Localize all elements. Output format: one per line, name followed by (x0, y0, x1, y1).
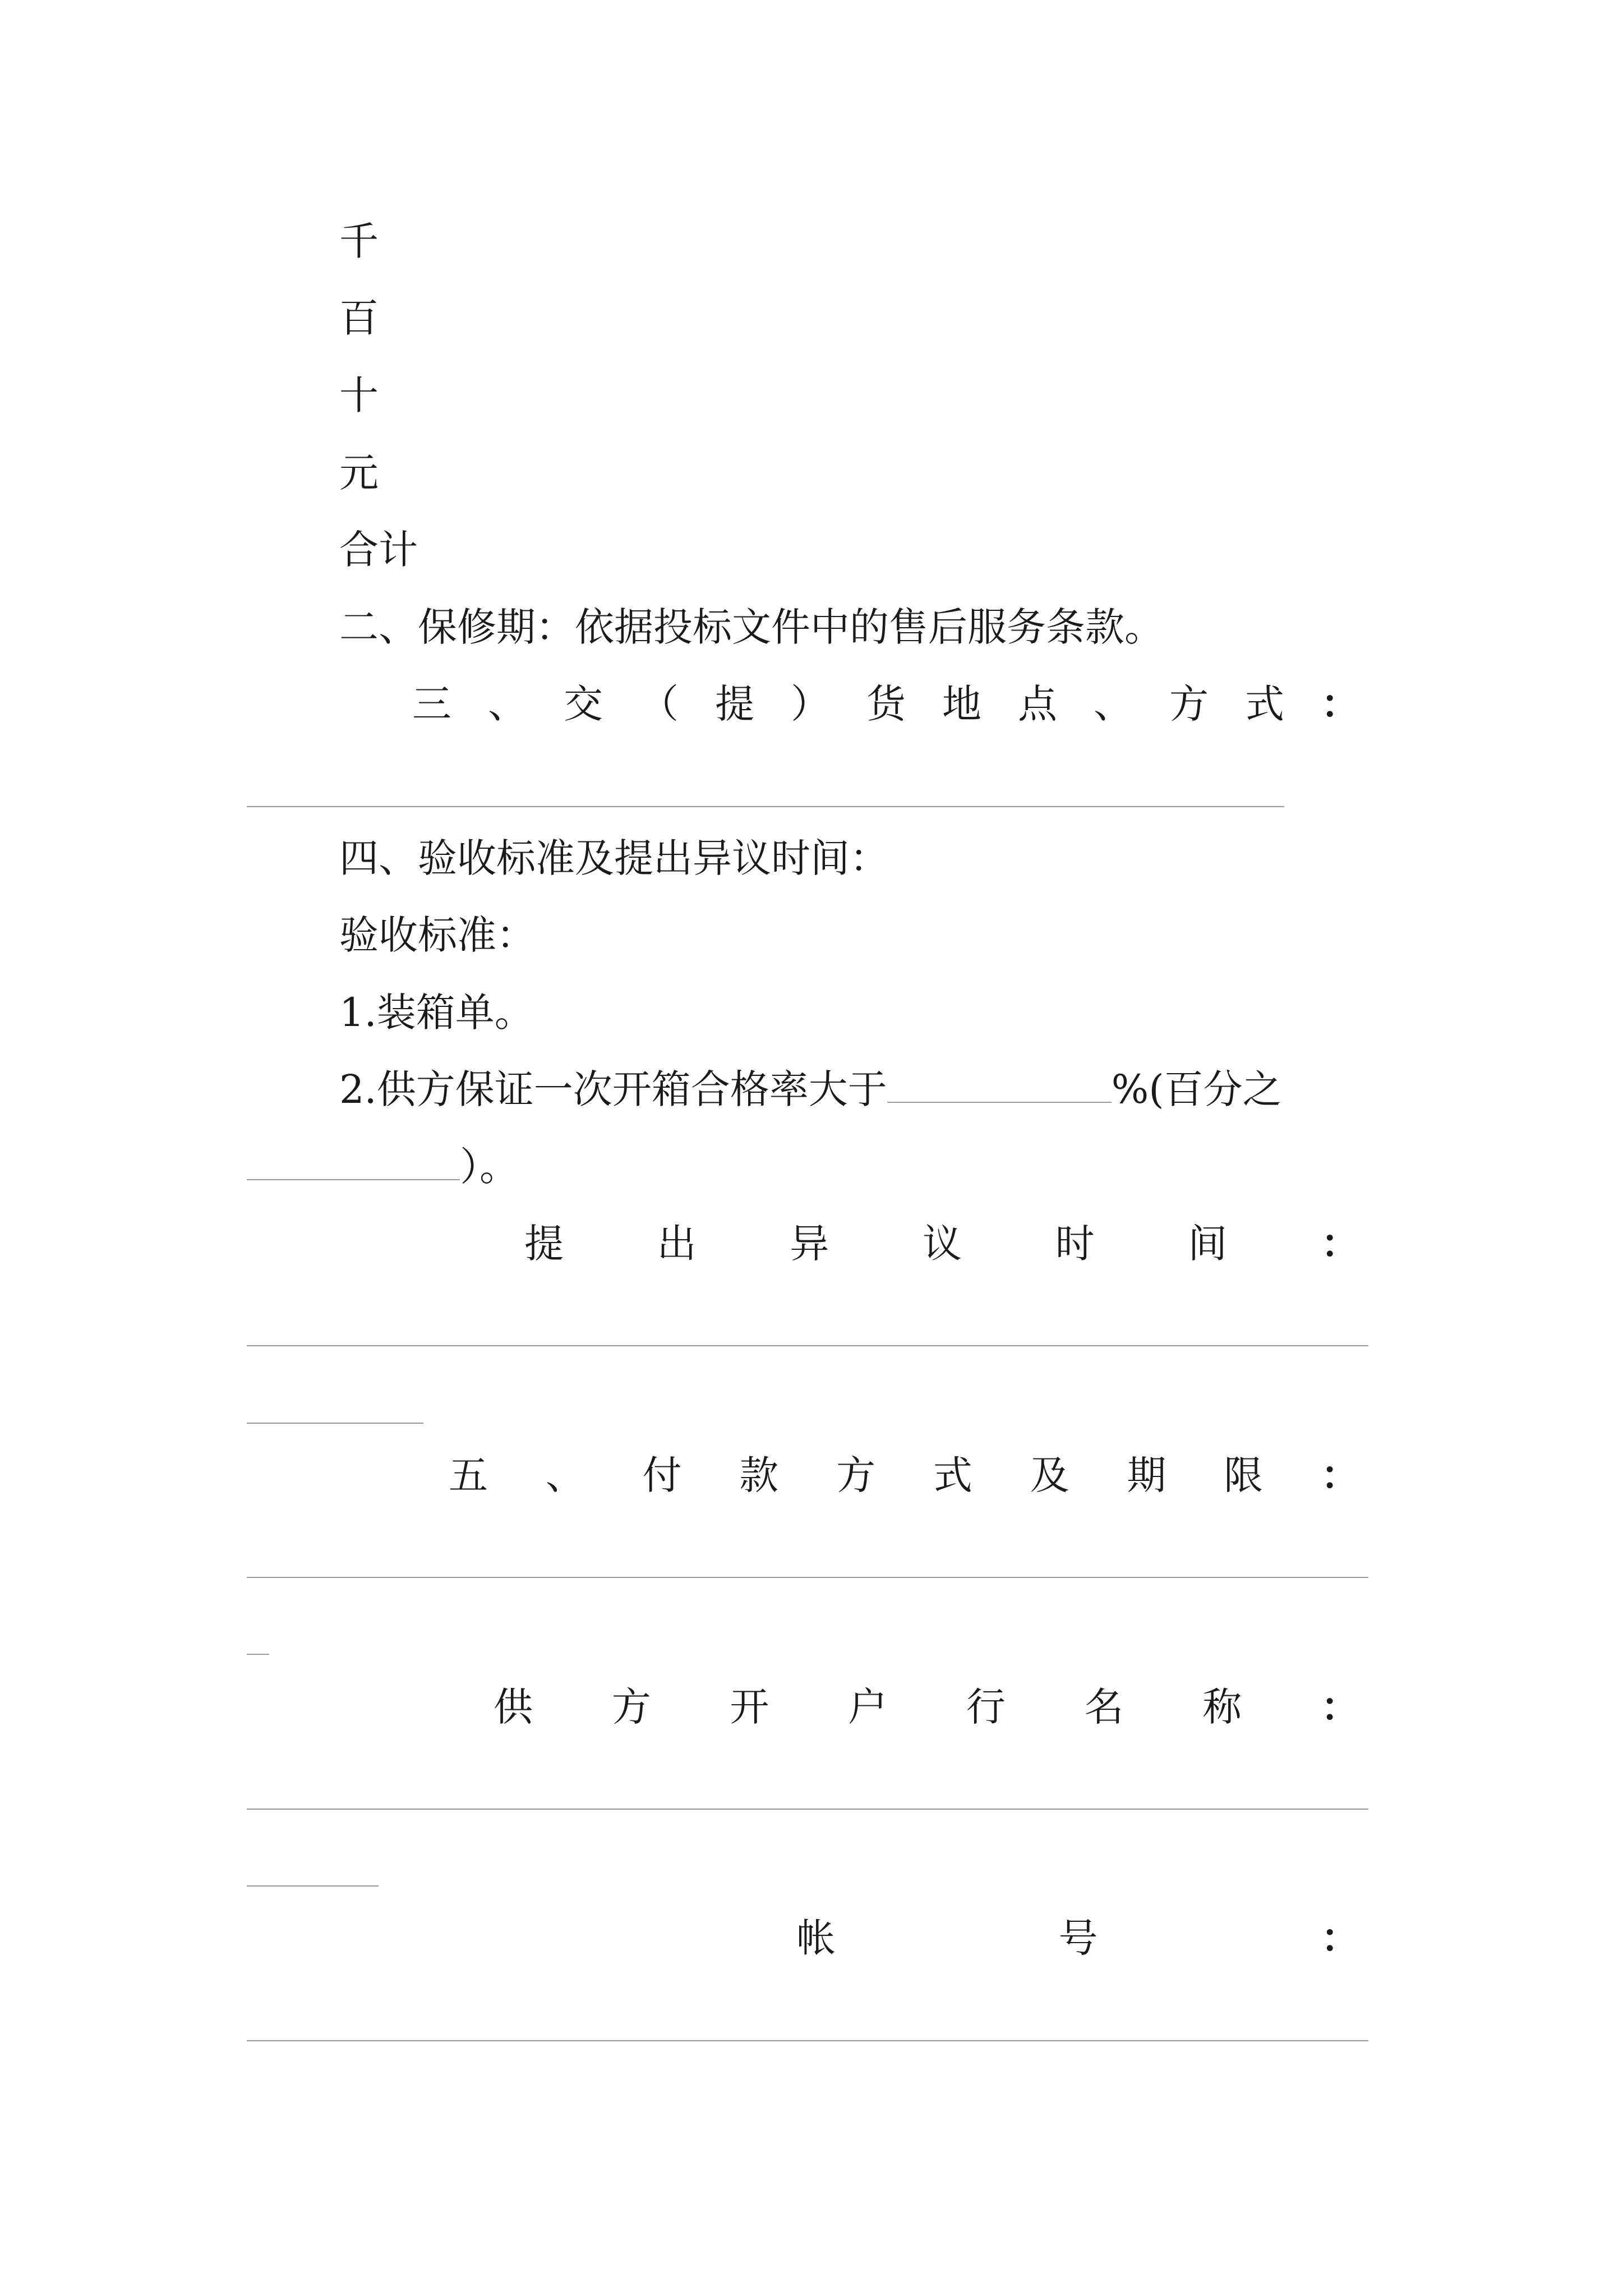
payment-heading: 五 、 付 款 方 式 及 期 限 ： (449, 1452, 1360, 1498)
section-delivery-heading: 三 、 交 （ 提 ） 货 地 点 、 方 式 ： (412, 680, 1360, 727)
section-acceptance: 四、验收标准及提出异议时间： (339, 835, 889, 881)
total-label: 合计 (339, 527, 418, 573)
account-number-heading: 帐 号 ： (796, 1915, 1360, 1961)
section-warranty: 二、保修期：依据投标文件中的售后服务条款。 (339, 604, 1164, 650)
rate-blank[interactable] (887, 1067, 1112, 1103)
bank-fill-line-2 (247, 1885, 379, 1887)
objection-time-heading: 提 出 异 议 时 间 ： (524, 1220, 1360, 1267)
delivery-fill-line (247, 806, 1284, 807)
bank-fill-line-1 (247, 1809, 1368, 1810)
objection-fill-line-2 (247, 1423, 423, 1424)
payment-fill-line-2 (247, 1654, 269, 1655)
bank-name-heading: 供 方 开 户 行 名 称 ： (494, 1683, 1360, 1730)
acceptance-item-2: 2.供方保证一次开箱合格率大于 %(百分之 (339, 1066, 1282, 1112)
objection-fill-line-1 (247, 1345, 1368, 1346)
unit-ten: 十 (339, 372, 379, 418)
rate-words-blank[interactable] (247, 1144, 460, 1180)
account-fill-line (247, 2040, 1368, 2041)
acceptance-standard-label: 验收标准： (339, 912, 536, 958)
unit-yuan: 元 (339, 450, 379, 496)
acceptance-item-2-cont: ）。 (247, 1142, 519, 1192)
payment-fill-line-1 (247, 1577, 1368, 1578)
unit-thousand: 千 (339, 218, 379, 264)
acceptance-item-1: 1.装箱单。 (339, 990, 534, 1036)
unit-hundred: 百 (339, 295, 379, 341)
